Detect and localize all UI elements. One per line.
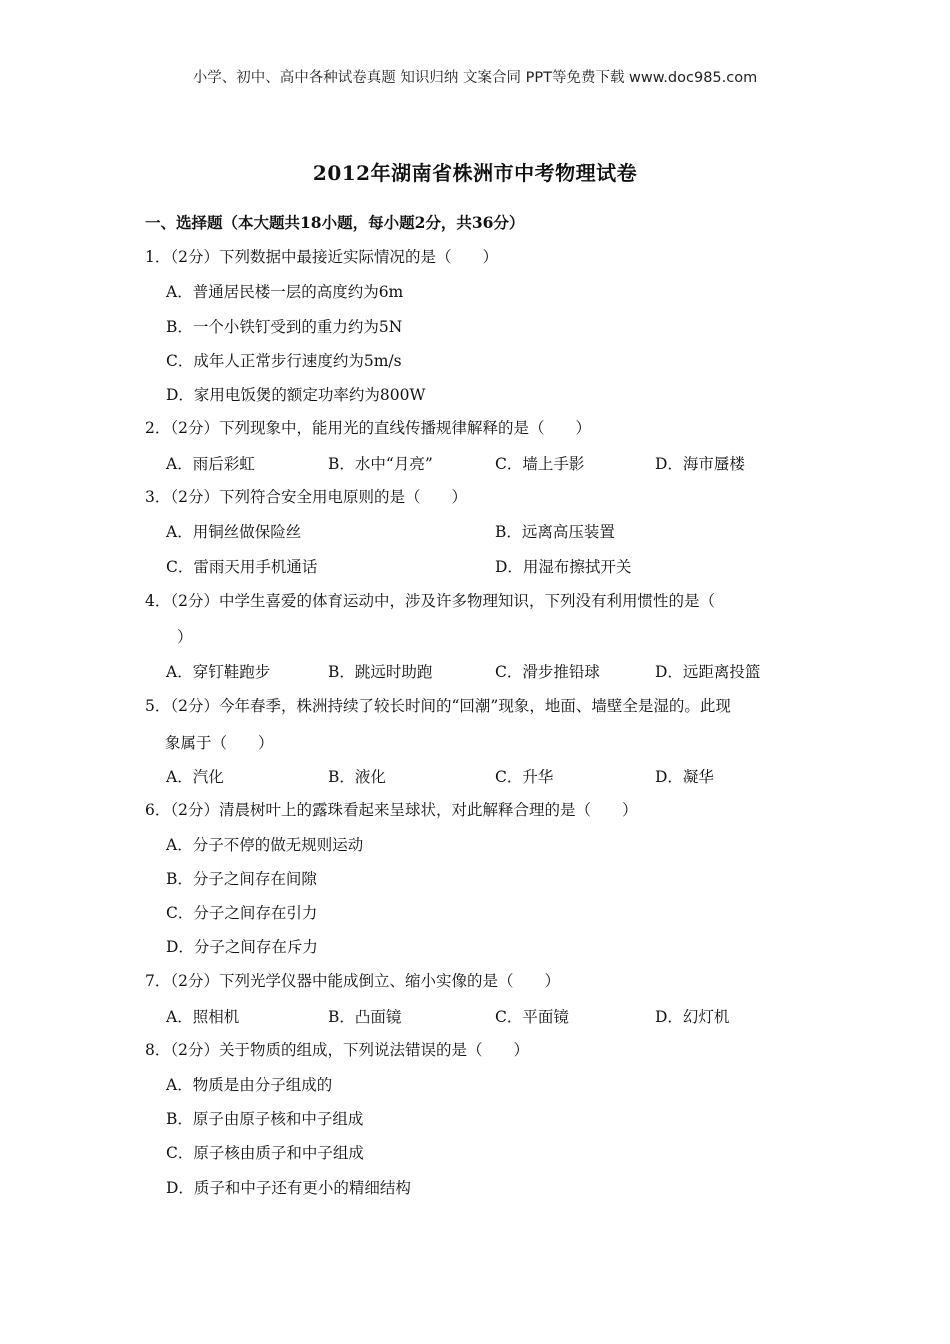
question-3-option-d: D．用湿布擦拭开关 — [495, 558, 632, 576]
question-1-option-a: A．普通居民楼一层的高度约为6m — [166, 283, 404, 301]
question-5-option-a: A．汽化 — [166, 768, 224, 786]
question-2-option-b: B．水中“月亮” — [328, 455, 433, 473]
question-4-stem: 4．（2分）中学生喜爱的体育运动中，涉及许多物理知识，下列没有利用惯性的是（ — [145, 592, 715, 610]
question-6-option-c: C．分子之间存在引力 — [166, 904, 318, 922]
question-7-option-b: B．凸面镜 — [328, 1008, 402, 1026]
section-heading: 一、选择题（本大题共18小题，每小题2分，共36分） — [145, 213, 525, 232]
question-4-option-d: D．远距离投篮 — [655, 663, 761, 681]
question-4-stem-cont: ） — [177, 628, 193, 646]
question-3-option-a: A．用铜丝做保险丝 — [166, 523, 302, 541]
question-8-option-b: B．原子由原子核和中子组成 — [166, 1110, 364, 1128]
question-7-option-a: A．照相机 — [166, 1008, 240, 1026]
question-7-stem: 7．（2分）下列光学仪器中能成倒立、缩小实像的是（ ） — [145, 972, 560, 990]
question-4-option-a: A．穿钉鞋跑步 — [166, 663, 271, 681]
question-6-stem: 6．（2分）清晨树叶上的露珠看起来呈球状，对此解释合理的是（ ） — [145, 801, 638, 819]
question-1-option-b: B．一个小铁钉受到的重力约为5N — [166, 318, 403, 336]
question-3-option-b: B．远离高压装置 — [495, 523, 615, 541]
page-title: 2012年湖南省株洲市中考物理试卷 — [312, 161, 638, 185]
question-5-option-b: B．液化 — [328, 768, 386, 786]
question-7-option-d: D．幻灯机 — [655, 1008, 730, 1026]
question-3-option-c: C．雷雨天用手机通话 — [166, 558, 318, 576]
question-6-option-d: D．分子之间存在斥力 — [166, 938, 318, 956]
question-1-option-c: C．成年人正常步行速度约为5m/s — [166, 352, 402, 370]
question-6-option-a: A．分子不停的做无规则运动 — [166, 836, 364, 854]
question-8-option-d: D．质子和中子还有更小的精细结构 — [166, 1179, 411, 1197]
question-7-option-c: C．平面镜 — [495, 1008, 569, 1026]
question-2-option-d: D．海市蜃楼 — [655, 455, 745, 473]
question-4-option-c: C．滑步推铅球 — [495, 663, 600, 681]
question-1-stem: 1．（2分）下列数据中最接近实际情况的是（ ） — [145, 248, 498, 266]
question-8-option-a: A．物质是由分子组成的 — [166, 1076, 333, 1094]
question-2-stem: 2．（2分）下列现象中，能用光的直线传播规律解释的是（ ） — [145, 419, 591, 437]
question-8-option-c: C．原子核由质子和中子组成 — [166, 1144, 364, 1162]
question-5-option-c: C．升华 — [495, 768, 554, 786]
question-8-stem: 8．（2分）关于物质的组成，下列说法错误的是（ ） — [145, 1041, 529, 1059]
question-2-option-a: A．雨后彩虹 — [166, 455, 255, 473]
question-4-option-b: B．跳远时助跑 — [328, 663, 433, 681]
question-2-option-c: C．墙上手影 — [495, 455, 585, 473]
question-5-stem-cont: 象属于（ ） — [165, 734, 274, 752]
question-6-option-b: B．分子之间存在间隙 — [166, 870, 317, 888]
page-header: 小学、初中、高中各种试卷真题 知识归纳 文案合同 PPT等免费下载 www.doc985.com — [192, 70, 758, 86]
question-3-stem: 3．（2分）下列符合安全用电原则的是（ ） — [145, 488, 467, 506]
question-5-option-d: D．凝华 — [655, 768, 714, 786]
question-5-stem: 5．（2分）今年春季，株洲持续了较长时间的“回潮”现象，地面、墙壁全是湿的。此现 — [145, 697, 731, 715]
question-1-option-d: D．家用电饭煲的额定功率约为800W — [166, 386, 426, 404]
